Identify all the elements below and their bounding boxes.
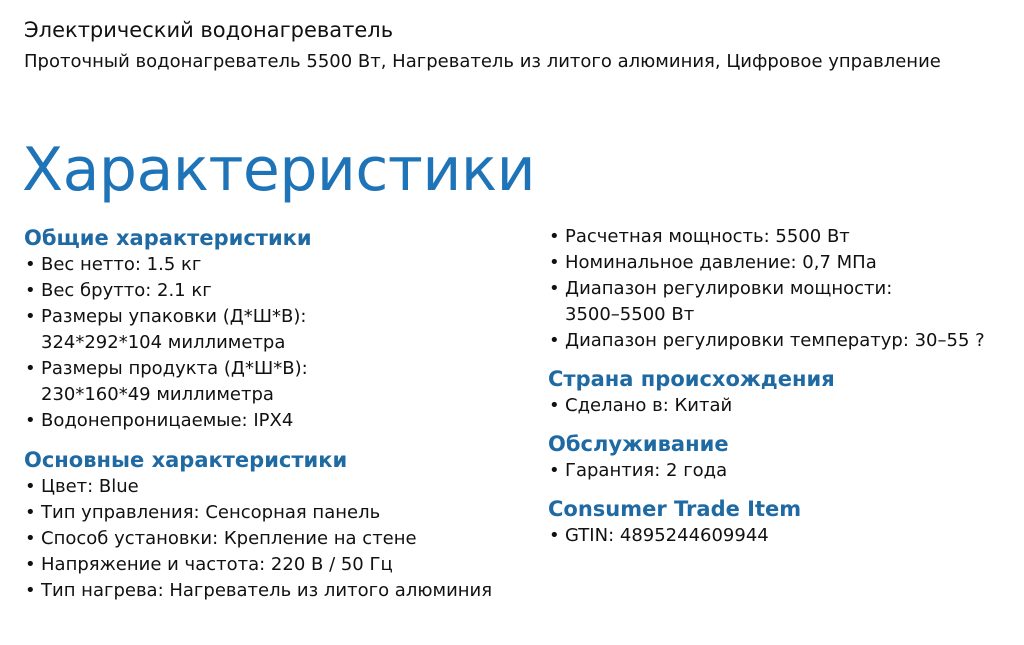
section-heading: Страна происхождения — [548, 367, 835, 391]
spec-list — [548, 458, 1018, 484]
main-specs-section — [24, 446, 514, 604]
list-item: • Номинальное давление: 0,7 МПа — [548, 250, 1018, 276]
spec-value: 230*160*49 миллиметра — [41, 384, 274, 405]
list-item: • Вес нетто: 1.5 кг — [24, 252, 514, 278]
service-section — [548, 430, 1018, 484]
section-heading: Основные характеристики — [24, 448, 348, 472]
section-heading: Обслуживание — [548, 432, 729, 456]
spec-label: Диапазон регулировки мощности: — [565, 278, 893, 299]
spec-list — [548, 523, 1018, 549]
power-specs-section — [548, 224, 1018, 354]
list-item: • Напряжение и частота: 220 В / 50 Гц — [24, 552, 514, 578]
section-heading: Consumer Trade Item — [548, 497, 802, 521]
list-item: • Тип нагрева: Нагреватель из литого алюминия — [24, 578, 514, 604]
consumer-trade-section — [548, 495, 1018, 549]
list-item: • Тип управления: Сенсорная панель — [24, 500, 514, 526]
origin-section — [548, 365, 1018, 419]
list-item: • Сделано в: Китай — [548, 393, 1018, 419]
spec-value: 324*292*104 миллиметра — [41, 332, 286, 353]
list-item: • Диапазон регулировки температур: 30–55 ? — [548, 328, 1018, 354]
list-item: • Цвет: Blue — [24, 474, 514, 500]
list-item: • Расчетная мощность: 5500 Вт — [548, 224, 1018, 250]
list-item: • Водонепроницаемые: IPX4 — [24, 408, 514, 434]
list-item: • Способ установки: Крепление на стене — [24, 526, 514, 552]
page-title: Характеристики — [22, 135, 536, 206]
product-subtitle: Проточный водонагреватель 5500 Вт, Нагреватель из литого алюминия, Цифровое управление — [24, 51, 941, 72]
section-heading: Общие характеристики — [24, 226, 312, 250]
left-column — [24, 224, 514, 604]
general-specs-section — [24, 224, 514, 434]
spec-label: Размеры упаковки (Д*Ш*В): — [41, 306, 307, 327]
spec-list — [24, 474, 514, 604]
list-item: • GTIN: 4895244609944 — [548, 523, 1018, 549]
spec-list — [548, 393, 1018, 419]
spec-list — [24, 252, 514, 434]
list-item: • Гарантия: 2 года — [548, 458, 1018, 484]
list-item — [548, 276, 1018, 328]
list-item — [24, 356, 514, 408]
spec-list — [548, 224, 1018, 354]
spec-label: Размеры продукта (Д*Ш*В): — [41, 358, 308, 379]
list-item — [24, 304, 514, 356]
list-item: • Вес брутто: 2.1 кг — [24, 278, 514, 304]
spec-value: 3500–5500 Вт — [565, 304, 695, 325]
product-title: Электрический водонагреватель — [24, 18, 394, 42]
right-column — [548, 224, 1018, 549]
